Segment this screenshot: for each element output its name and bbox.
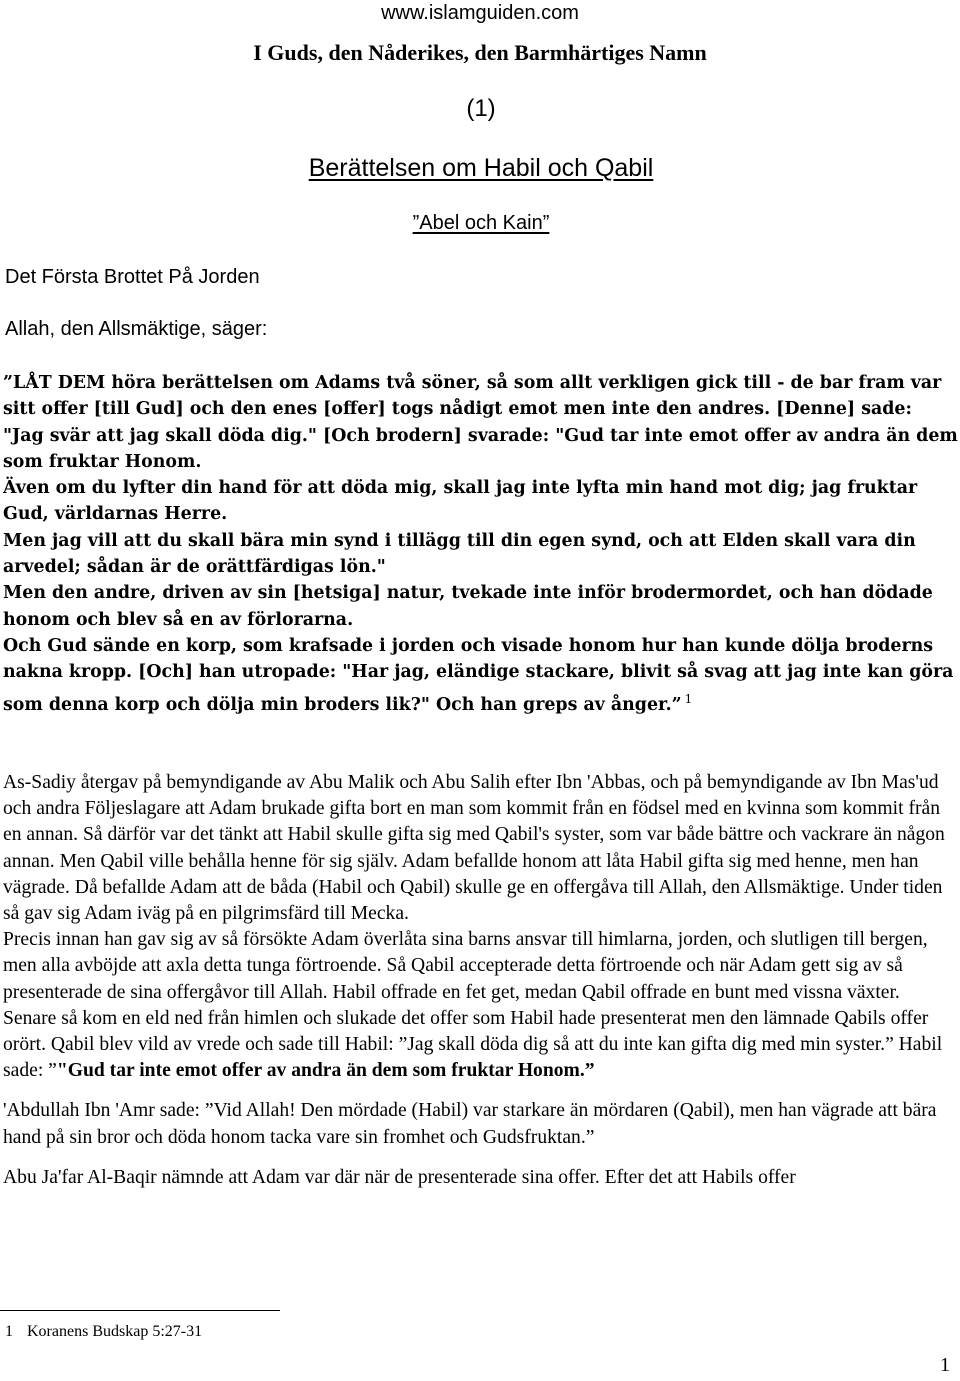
quote-paragraph: Men jag vill att du skall bära min synd i tillägg till din egen synd, och att Elden skall vara din arvedel; sådan är de orättfärdigas lön." — [3, 530, 916, 578]
quote-paragraph: ”LÅT DEM höra berättelsen om Adams två söner, så som allt verkligen gick till - de bar fram var sitt offer [till Gud] och den enes [offer] togs nådigt emot men inte den andres. [Denne] sade: "Jag svär att jag skall döda dig." [Och brodern] svarade: "Gud tar inte emot offer av andra än dem som fruktar Honom. — [3, 373, 958, 472]
page-number: 1 — [940, 1354, 950, 1376]
body-paragraph: 'Abdullah Ibn 'Amr sade: ”Vid Allah! Den mördade (Habil) var starkare än mördaren (Qabil), men han vägrade att bära hand på sin bror och döda honom tacka vare sin fromhet och Gudsfruktan.” — [3, 1100, 937, 1148]
chapter-number: (1) — [466, 95, 496, 122]
commentary — [3, 770, 958, 1191]
invocation-heading: I Guds, den Nåderikes, den Barmhärtiges Namn — [253, 40, 707, 65]
story-subtitle: ”Abel och Kain” — [412, 212, 550, 234]
quran-quote — [3, 370, 958, 718]
footnote-separator — [0, 1310, 280, 1311]
footnote-number: 1 — [5, 1323, 13, 1340]
site-url: www.islamguiden.com — [381, 2, 579, 24]
body-paragraph: As-Sadiy återgav på bemyndigande av Abu Malik och Abu Salih efter Ibn 'Abbas, och på bemyndigande av Ibn Mas'ud och andra Följeslagare att Adam brukade gifta bort en man som kommit från en födsel med en kvinna som kommit från en annan. Så därför var det tänkt att Habil skulle gifta sig med Qabil's syster, som var både bättre och vackrare än någon annan. Men Qabil ville behålla henne för sig själv. Adam befallde honom att låta Habil gifta sig med henne, men han vägrade. Då befallde Adam att de båda (Habil och Qabil) skulle ge en offergåva till Allah, den Allsmäktige. Under tiden så gav sig Adam iväg på en pilgrimsfärd till Mecka. — [3, 772, 945, 925]
body-paragraph-text: Precis innan han gav sig av så försökte Adam överlåta sina barns ansvar till himlarna, jorden, och slutligen till bergen, men alla avböjde att axla detta tunga förtroende. Så Qabil accepterade detta förtroende och när Adam gett sig av så presenterade de sina offergåvor till Allah. Habil offrade en fet get, medan Qabil offrade en bunt med vissna växter. Senare så kom en eld ned från himlen och slukade det offer som Habil hade presenterat men den lämnade Qabils offer orört. Qabil blev vild av vrede och sade till Habil: ”Jag skall döda dig så att du inte kan gifta dig med min syster.” Habil sade: ” — [3, 929, 943, 1082]
story-title: Berättelsen om Habil och Qabil — [308, 154, 654, 182]
footnote-text: Koranens Budskap 5:27-31 — [27, 1323, 203, 1340]
quote-paragraph — [3, 633, 958, 718]
body-paragraph — [3, 927, 958, 1084]
quote-paragraph: Men den andre, driven av sin [hetsiga] natur, tvekade inte inför brodermordet, och han dödade honom och blev så en av förlorarna. — [3, 583, 933, 630]
quote-text: Och Gud sände en korp, som krafsade i jorden och visade honom hur han kunde dölja broderns nakna kropp. [Och] han utropade: "Har jag, eländige stackare, blivit så svag att jag inte kan göra som denna korp och dölja min broders lik?" Och han greps av ånger.” — [3, 635, 954, 715]
section-heading: Det Första Brottet På Jorden — [5, 266, 260, 288]
intro-line: Allah, den Allsmäktige, säger: — [5, 318, 268, 340]
quote-paragraph: Även om du lyfter din hand för att döda mig, skall jag inte lyfta min hand mot dig; jag fruktar Gud, världarnas Herre. — [3, 478, 918, 525]
footnote — [5, 1323, 202, 1341]
footnote-reference[interactable]: 1 — [684, 691, 693, 706]
body-paragraph-emphasis: "Gud tar inte emot offer av andra än dem som fruktar Honom.” — [56, 1060, 595, 1082]
body-paragraph: Abu Ja'far Al-Baqir nämnde att Adam var där när de presenterade sina offer. Efter det att Habils offer — [3, 1166, 796, 1188]
